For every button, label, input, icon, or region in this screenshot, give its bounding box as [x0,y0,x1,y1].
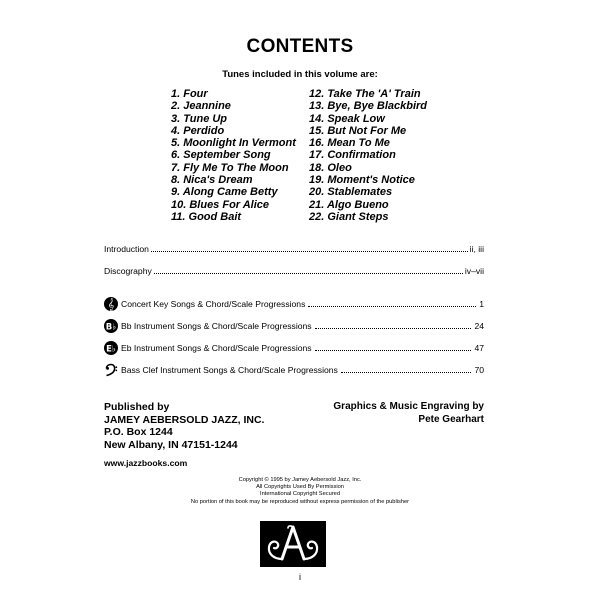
tune-item: 12. Take The 'A' Train [309,88,421,100]
section-label: Bb Instrument Songs & Chord/Scale Progressions [121,321,312,331]
section-page: 47 [474,343,484,353]
bb-badge-text: B♭ [105,322,117,333]
website-url: www.jazzbooks.com [104,458,188,468]
publisher-line: New Albany, IN 47151-1244 [104,438,238,451]
tune-item: 21. Algo Bueno [309,198,389,211]
tune-item: 4. Perdido [171,124,225,137]
bb-badge-icon [104,319,118,333]
section-concert-key [104,297,484,311]
dot-leader [315,350,472,351]
tune-item: 1. Four [171,88,208,100]
eb-badge-text: E♭ [106,344,116,355]
tune-item: 11. Good Bait [171,210,242,223]
svg-text:𝄞: 𝄞 [107,298,115,311]
section-label: Bass Clef Instrument Songs & Chord/Scale Progressions [121,365,338,375]
tune-item: 2. Jeannine [171,100,231,113]
tune-item: 8. Nica's Dream [171,174,253,187]
aebersold-logo-icon [260,521,326,567]
graphics-line: Graphics & Music Engraving by [333,401,484,412]
tune-item: 18. Oleo [309,161,352,174]
tune-item: 16. Mean To Me [309,137,390,150]
publisher-line: JAMEY AEBERSOLD JAZZ, INC. [104,413,265,426]
tune-item: 20. Stablemates [309,186,393,199]
tunes-subtitle: Tunes included in this volume are: [222,69,378,80]
toc-introduction [104,244,484,254]
dot-leader [308,306,476,307]
dot-leader [315,328,472,329]
page-number: i [299,572,301,582]
tune-list-left [171,88,296,223]
copyright-block [0,477,600,506]
copyright-line: Copyright © 1995 by Jamey Aebersold Jazz, Inc. [238,477,362,483]
graphics-credit [300,401,484,426]
graphics-line: Pete Gearhart [418,413,484,425]
toc-discography [104,266,484,276]
section-page: 24 [474,321,484,331]
section-label: Concert Key Songs & Chord/Scale Progressions [121,299,306,309]
publisher-line: Published by [104,401,170,413]
toc-page: ii, iii [469,244,484,254]
dot-leader [341,372,472,373]
tune-item: 9. Along Came Betty [171,186,278,199]
tune-item: 10. Blues For Alice [171,198,270,211]
tune-item: 19. Moment's Notice [309,174,415,187]
tune-item: 14. Speak Low [309,112,385,125]
tune-item: 17. Confirmation [309,149,396,162]
copyright-line: International Copyright Secured [260,491,340,498]
section-page: 70 [474,365,484,375]
bass-clef-icon [104,363,118,377]
eb-badge-icon [104,341,118,355]
toc-page: iv–vii [464,266,484,276]
page-title: CONTENTS [246,36,354,57]
dot-leader [154,273,463,274]
tune-item: 22. Giant Steps [309,210,389,223]
treble-clef-icon [104,297,118,311]
section-label: Eb Instrument Songs & Chord/Scale Progressions [121,343,312,353]
tune-item: 3. Tune Up [171,112,228,125]
section-bass-clef [104,363,484,377]
section-bb-instrument [104,319,484,333]
tune-item: 13. Bye, Bye Blackbird [309,100,428,113]
section-eb-instrument [104,341,484,355]
toc-label: Introduction [104,244,149,254]
tune-list-right [309,88,427,223]
copyright-line: No portion of this book may be reproduced without express permission of the publisher [190,498,410,505]
tune-item: 7. Fly Me To The Moon [171,161,289,174]
section-page: 1 [479,299,484,309]
tune-item: 15. But Not For Me [309,124,407,137]
tune-item: 5. Moonlight In Vermont [171,137,296,150]
dot-leader [151,251,468,252]
toc-label: Discography [104,266,152,276]
tune-item: 6. September Song [171,149,271,162]
copyright-line: All Copyrights Used By Permission [256,484,344,491]
publisher-block [104,401,264,451]
publisher-line: P.O. Box 1244 [104,426,173,438]
